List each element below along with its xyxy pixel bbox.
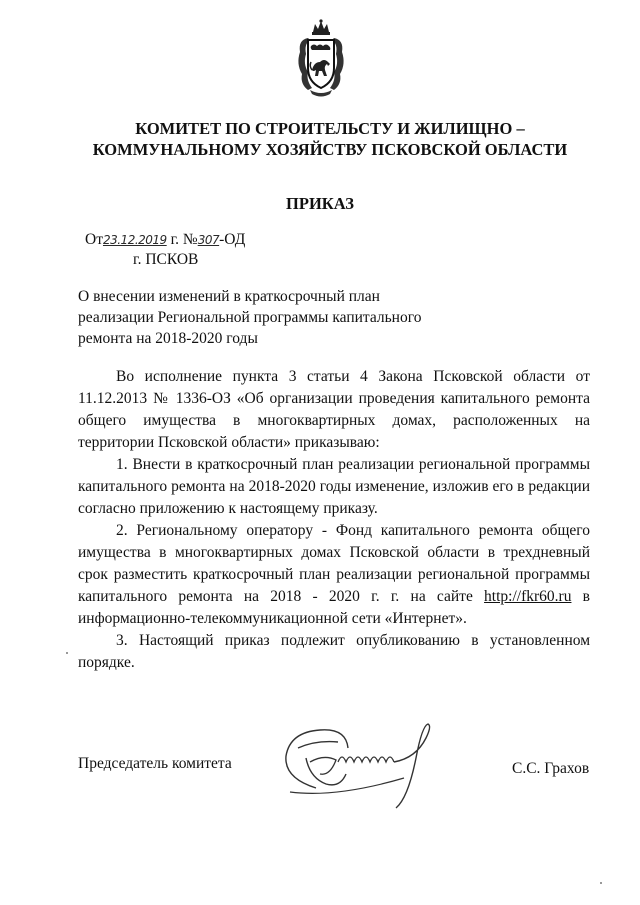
subject-line-1: О внесении изменений в краткосрочный план (78, 288, 380, 305)
subject-line-3: ремонта на 2018-2020 годы (78, 330, 258, 347)
number-label: № (182, 231, 198, 248)
coat-of-arms-emblem (294, 18, 348, 100)
item-3-paragraph: 3. Настоящий приказ подлежит опубликованию в установленном порядке. (78, 632, 590, 671)
signatory-name: С.С. Грахов (512, 760, 590, 777)
number-suffix: -ОД (219, 231, 246, 248)
item-1-paragraph: 1. Внести в краткосрочный план реализации региональной программы капитального ремонта на 2018-2020 годы изменение, изложив его в редакции согласно приложению к настоящему приказу. (78, 456, 590, 517)
item-2-paragraph (78, 520, 590, 630)
year-suffix: г. (170, 231, 180, 248)
document-title: ПРИКАЗ (286, 194, 354, 213)
intro-paragraph: Во исполнение пункта 3 статьи 4 Закона Псковской области от 11.12.2013 № 1336-ОЗ «Об организации проведения капитального ремонта общего имущества в многоквартирных домах, расположенных на территории Псковской области» приказываю: (78, 368, 590, 451)
item-2-text-after: в информационно-телекоммуникационной сети «Интернет». (78, 588, 590, 627)
scan-speck (66, 652, 68, 654)
item-2-text-before: 2. Региональному оператору - Фонд капитального ремонта общего имущества в многоквартирных домах Псковской области в трехдневный срок разместить краткосрочный план реализации региональной программы капитального ремонта на 2018 - 2020 г. г. на сайте (78, 522, 590, 605)
scan-speck (600, 882, 602, 884)
fkr60-link[interactable]: http://fkr60.ru (484, 588, 572, 605)
date-number-line (85, 230, 245, 250)
city-line: г. ПСКОВ (133, 251, 199, 268)
subject-line-2: реализации Региональной программы капитального (78, 309, 422, 326)
handwritten-date: 23.12.2019 (102, 233, 167, 247)
organization-name (60, 118, 600, 160)
handwritten-number: 307 (197, 233, 220, 247)
order-meta (85, 230, 245, 270)
order-subject (78, 286, 498, 349)
signatory-role: Председатель комитета (78, 755, 232, 772)
handwritten-signature (276, 718, 446, 814)
from-label: От (85, 231, 103, 248)
order-body (78, 366, 590, 674)
org-line-2: КОММУНАЛЬНОМУ ХОЗЯЙСТВУ ПСКОВСКОЙ ОБЛАСТИ (92, 140, 568, 159)
org-line-1: КОМИТЕТ ПО СТРОИТЕЛЬСТУ И ЖИЛИЩНО – (135, 119, 525, 138)
